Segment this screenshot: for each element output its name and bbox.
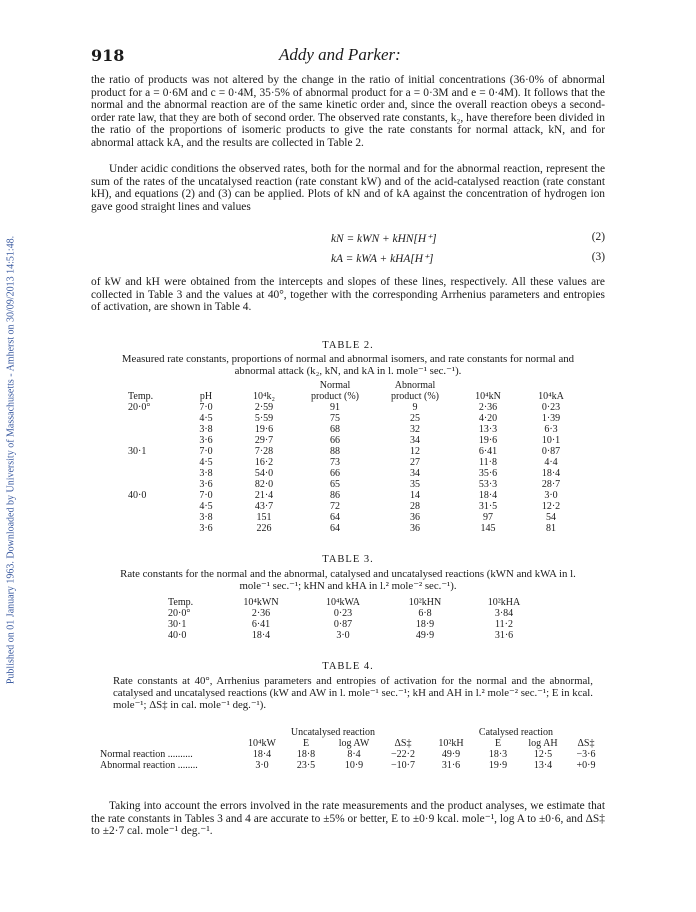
table4-cell: 18·8 (296, 749, 316, 760)
table-2-caption: TABLE 2. (322, 340, 374, 351)
table-2-header-cell: 10⁴kA (538, 391, 564, 402)
table2-cell: 13·3 (478, 424, 498, 435)
table2-cell: 34 (410, 435, 420, 446)
table4-cell: +0·9 (576, 760, 596, 771)
table3-cell: 0·23 (333, 608, 353, 619)
table2-cell: 6·41 (478, 446, 498, 457)
table2-cell: 29·7 (254, 435, 274, 446)
table2-cell: 12 (410, 446, 420, 457)
table2-cell: 18·4 (478, 490, 498, 501)
table-3-description: Rate constants for the normal and the abnormal, catalysed and uncatalysed reactions (kWN and kWA in l. mole⁻¹ sec.⁻¹; kHN and kHA in l.² mole⁻² sec.⁻¹). (120, 568, 576, 592)
table2-cell: 19·6 (478, 435, 498, 446)
table2-cell: 7·0 (199, 446, 213, 457)
table2-cell: 4·5 (199, 457, 213, 468)
table4-cell: 3·0 (255, 760, 269, 771)
table2-row (128, 402, 582, 413)
table-4-header-cell: 10⁴kW (248, 738, 276, 749)
table2-cell (128, 413, 180, 424)
table2-cell: 4·5 (199, 413, 213, 424)
table-4-header-cell: E (302, 738, 310, 749)
table-2-header-cell: 10⁴kN (475, 391, 501, 402)
table-2-header-cell: 10⁴k₂ (253, 391, 275, 402)
table2-cell (128, 479, 180, 490)
table2-cell (128, 468, 180, 479)
table3-cell: 2·36 (251, 608, 271, 619)
table2-cell: 75 (330, 413, 340, 424)
equation-3-number: (3) (591, 251, 605, 263)
table2-cell: 35 (410, 479, 420, 490)
page-number: 918 (91, 46, 125, 65)
table2-cell: 36 (410, 523, 420, 534)
table2-cell: 73 (330, 457, 340, 468)
table3-cell: 11·2 (495, 619, 513, 630)
table2-cell: 65 (330, 479, 340, 490)
table2-cell: 5·59 (254, 413, 274, 424)
table2-cell: 43·7 (254, 501, 274, 512)
table4-cell: −22·2 (391, 749, 415, 760)
table-2-header-abnormal: Abnormal (394, 380, 436, 391)
table2-cell: 3·6 (199, 435, 213, 446)
table2-cell: 82·0 (254, 479, 274, 490)
table2-cell: 40·0 (128, 490, 147, 501)
table4-cell: 13·4 (533, 760, 553, 771)
table-4-header-cell: E (494, 738, 502, 749)
table2-cell: 3·8 (199, 424, 213, 435)
table2-cell: 32 (410, 424, 420, 435)
table4-cell: −10·7 (391, 760, 415, 771)
table-4-header-cell: log AW (338, 738, 370, 749)
table-4 (100, 727, 606, 771)
table-2-description: Measured rate constants, proportions of normal and abnormal isomers, and rate constants for normal and abnormal attack (k₂, kN, and kA in l. mole⁻¹ sec.⁻¹). (121, 353, 575, 377)
table-2-header-cell: pH (199, 391, 213, 402)
table2-cell: 0·87 (541, 446, 561, 457)
table4-cell: 31·6 (441, 760, 461, 771)
table2-cell: 53·3 (478, 479, 498, 490)
table-4-header-row (100, 738, 606, 749)
table4-cell: 8·4 (347, 749, 361, 760)
table-2-header-cell: product (%) (390, 391, 440, 402)
table4-row (100, 760, 606, 771)
paragraph-1: the ratio of products was not altered by the change in the ratio of initial concentrations (36·0% of abnormal product for a = 0·6M and c = 0·4M, 35·5% of abnormal product for a = 0·3M and e = 0·4M). It follows that the normal and the abnormal reaction are of the same kinetic order and, since the overall reaction obeys a second-order rate law, that they are both of second order. The observed rate constants, k₂, have therefore been divided in the ratio of the proportions of isomeric products to give the rate constants for normal attack, kN, and for abnormal attack kA, and the results are collected in Table 2. (91, 74, 605, 149)
table2-cell: 66 (330, 468, 340, 479)
table4-cell: 18·3 (488, 749, 508, 760)
table2-cell: 30·1 (128, 446, 147, 457)
table2-cell: 9 (412, 402, 418, 413)
table2-cell: 64 (330, 523, 340, 534)
table2-cell: 4·5 (199, 501, 213, 512)
table2-cell: 226 (256, 523, 272, 534)
table2-row (128, 512, 582, 523)
paragraph-2: Under acidic conditions the observed rates, both for the normal and for the abnormal reaction, represent the sum of the rates of the uncatalysed reaction (rate constant kW) and of the acid-catalysed reaction (rate constant kH), and equations (2) and (3) can be applied. Plots of kN and of kA against the concentration of hydrogen ion gave good straight lines and values (91, 163, 605, 213)
table-2 (128, 380, 582, 534)
table2-cell: 2·36 (478, 402, 498, 413)
table2-cell: 31·5 (478, 501, 498, 512)
table2-cell: 3·6 (199, 479, 213, 490)
table4-cell: 49·9 (441, 749, 461, 760)
table2-cell: 18·4 (541, 468, 561, 479)
table2-cell: 2·59 (254, 402, 274, 413)
table2-cell: 64 (330, 512, 340, 523)
table2-row (128, 479, 582, 490)
equation-2 (91, 231, 605, 245)
equation-2-number: (2) (591, 231, 605, 243)
table3-cell: 3·0 (336, 630, 350, 641)
table-4-caption: TABLE 4. (322, 661, 374, 672)
table-2-header-normal: Normal (319, 380, 351, 391)
table4-cell: Abnormal reaction ........ (100, 760, 198, 771)
table2-cell: 3·0 (544, 490, 558, 501)
table2-cell: 7·0 (199, 402, 213, 413)
table2-cell: 34 (410, 468, 420, 479)
table4-cell: 19·9 (488, 760, 508, 771)
table3-row (168, 608, 542, 619)
table2-cell: 151 (256, 512, 272, 523)
table2-row (128, 424, 582, 435)
table2-cell: 10·1 (541, 435, 561, 446)
table-4-description: Rate constants at 40°, Arrhenius parameters and entropies of activation for the normal and the abnormal, catalysed and uncatalysed reactions (kW and AW in l. mole⁻¹ sec.⁻¹; kH and AH in l.² mole⁻² sec.⁻¹; E in kcal. mole⁻¹; ΔS‡ in cal. mole⁻¹ deg.⁻¹). (113, 675, 593, 711)
table3-cell: 18·9 (415, 619, 435, 630)
table2-cell: 97 (483, 512, 493, 523)
table3-cell: 31·6 (494, 630, 514, 641)
table2-row (128, 457, 582, 468)
table-3-caption: TABLE 3. (322, 554, 374, 565)
table-4-header-cell: ΔS‡ (394, 738, 412, 749)
table2-cell: 3·8 (199, 512, 213, 523)
table-2-header-top (128, 380, 582, 391)
table-4-group-uncatalysed: Uncatalysed reaction (290, 727, 376, 738)
table-3-header-cell: 10⁴kWN (243, 597, 279, 608)
table2-cell: 4·4 (544, 457, 558, 468)
table3-cell: 18·4 (251, 630, 271, 641)
table2-cell (128, 523, 180, 534)
table2-cell: 11·8 (479, 457, 497, 468)
table2-row (128, 490, 582, 501)
table-3-header-row (168, 597, 542, 608)
table2-cell: 16·2 (254, 457, 274, 468)
table-2-header-cell: product (%) (310, 391, 360, 402)
table2-cell: 19·6 (254, 424, 274, 435)
table2-cell: 0·23 (541, 402, 561, 413)
table2-cell: 86 (330, 490, 340, 501)
table2-cell: 20·0° (128, 402, 151, 413)
table2-cell (128, 501, 180, 512)
table2-cell: 25 (410, 413, 420, 424)
table2-cell: 35·6 (478, 468, 498, 479)
table2-cell: 4·20 (478, 413, 498, 424)
table2-cell: 91 (330, 402, 340, 413)
table2-row (128, 501, 582, 512)
table3-cell: 30·1 (168, 619, 187, 630)
table2-cell (128, 512, 180, 523)
table2-cell: 68 (330, 424, 340, 435)
table2-cell: 88 (330, 446, 340, 457)
table2-cell: 72 (330, 501, 340, 512)
table2-row (128, 435, 582, 446)
page-header (91, 46, 601, 68)
table-3-header-cell: Temp. (168, 597, 194, 608)
table2-cell: 3·8 (199, 468, 213, 479)
table2-cell: 54·0 (254, 468, 274, 479)
table3-cell: 6·8 (418, 608, 432, 619)
table3-cell: 40·0 (168, 630, 187, 641)
table2-cell: 27 (410, 457, 420, 468)
table4-cell: 10·9 (344, 760, 364, 771)
table4-cell: Normal reaction .......... (100, 749, 193, 760)
table2-cell: 54 (546, 512, 556, 523)
table2-cell: 66 (330, 435, 340, 446)
table2-cell (128, 457, 180, 468)
table2-cell: 1·39 (541, 413, 561, 424)
table2-row (128, 468, 582, 479)
table2-cell: 7·0 (199, 490, 213, 501)
table4-cell: 23·5 (296, 760, 316, 771)
equation-2-text: kN = kWN + kHN[H⁺] (331, 233, 437, 245)
table2-cell: 7·28 (254, 446, 274, 457)
paragraph-3: of kW and kH were obtained from the intercepts and slopes of these lines, respectively. All these values are collected in Table 3 and the values at 40°, together with the corresponding Arrhenius parameters and entropies of activation, are shown in Table 4. (91, 276, 605, 314)
table2-cell (128, 435, 180, 446)
table2-cell: 36 (410, 512, 420, 523)
table3-cell: 0·87 (333, 619, 353, 630)
table4-cell: 12·5 (533, 749, 553, 760)
table3-row (168, 619, 542, 630)
table2-cell: 21·4 (254, 490, 274, 501)
download-note-text: Published on 01 January 1963. Downloaded by University of Massachusetts - Amherst on 30/09/2013 14:51:48. (5, 235, 17, 685)
table2-cell (128, 424, 180, 435)
table-2-header-row (128, 391, 582, 402)
table2-row (128, 523, 582, 534)
table4-row (100, 749, 606, 760)
table-4-header-cell: log AH (528, 738, 558, 749)
table-3-header-cell: 10⁴kWA (325, 597, 361, 608)
table4-cell: −3·6 (576, 749, 596, 760)
table3-cell: 6·41 (251, 619, 271, 630)
download-sidebar-note (4, 70, 18, 850)
table-3-header-cell: 10²kHN (408, 597, 442, 608)
table3-cell: 20·0° (168, 608, 191, 619)
equation-3 (91, 251, 605, 265)
table2-cell: 6·3 (544, 424, 558, 435)
table2-cell: 28 (410, 501, 420, 512)
table-4-header-cell: ΔS‡ (577, 738, 595, 749)
running-title: Addy and Parker: (279, 45, 401, 64)
table-3-header-cell: 10²kHA (487, 597, 521, 608)
table2-cell: 3·6 (199, 523, 213, 534)
table3-row (168, 630, 542, 641)
table-4-group-header-row (100, 727, 606, 738)
equation-3-text: kA = kWA + kHA[H⁺] (331, 253, 434, 265)
table-2-header-cell: Temp. (128, 391, 154, 402)
table-4-group-catalysed: Catalysed reaction (478, 727, 554, 738)
table3-cell: 49·9 (415, 630, 435, 641)
table-3 (168, 597, 542, 641)
paragraph-4: Taking into account the errors involved in the rate measurements and the product analyses, we estimate that the rate constants in Tables 3 and 4 are accurate to ±5% or better, E to ±0·9 kcal. mole⁻¹, log A to ±0·6, and ΔS‡ to ±2·7 cal. mole⁻¹ deg.⁻¹. (91, 800, 605, 838)
table2-cell: 14 (410, 490, 420, 501)
table2-cell: 145 (480, 523, 496, 534)
table2-cell: 12·2 (541, 501, 561, 512)
table2-cell: 81 (546, 523, 556, 534)
table3-cell: 3·84 (494, 608, 514, 619)
table4-cell: 18·4 (252, 749, 272, 760)
table2-cell: 28·7 (541, 479, 561, 490)
table2-row (128, 446, 582, 457)
table-4-header-cell: 10²kH (438, 738, 464, 749)
table2-row (128, 413, 582, 424)
